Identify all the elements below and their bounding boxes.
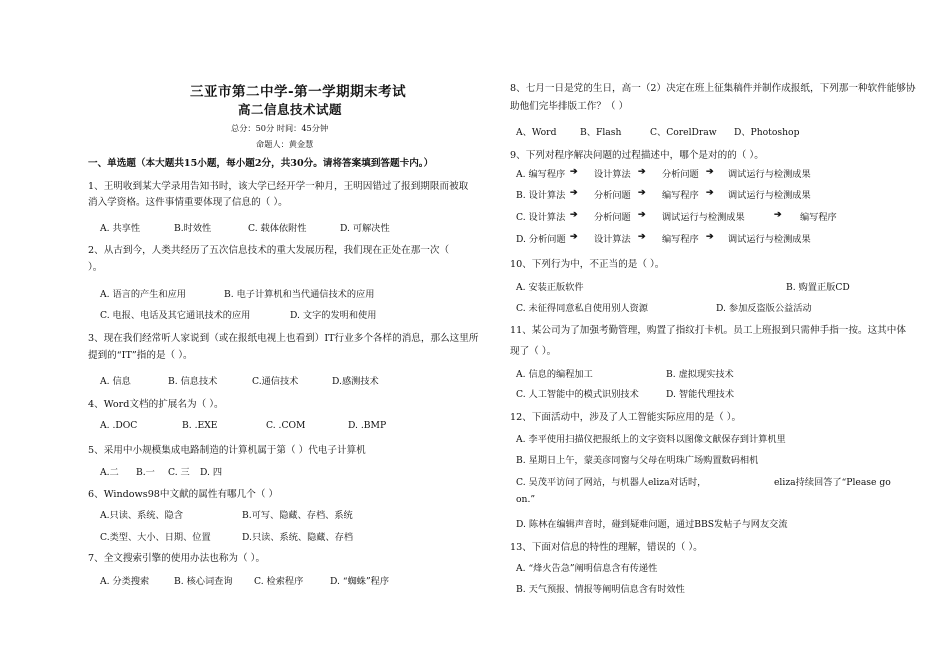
question-8-line-2: 助他们完毕排版工作？（ ） [510, 101, 629, 112]
q12-option-c-part-2: eliza持续回答了“Please go [774, 477, 891, 488]
q9-step: 分析问题 [594, 190, 631, 201]
question-11-line-2: 现了（ ）。 [510, 346, 557, 357]
q2-option-d: D. 文字的发明和使用 [290, 310, 377, 321]
q12-option-b: B. 星期日上午，蒙美彦同窗与父母在明珠广场购置数码相机 [516, 455, 759, 466]
q3-option-b: B. 信息技术 [168, 376, 218, 387]
q13-option-a: A. “烽火告急”阐明信息含有传递性 [516, 563, 658, 574]
question-3-line-1: 3、现在我们经常听人家说到（或在报纸电视上也看到）IT行业多个各样的消息，那么这里所 [88, 333, 479, 344]
q9-step: D. 分析问题 [516, 234, 566, 245]
q9-step: 编写程序 [662, 234, 699, 245]
q11-option-d: D. 智能代理技术 [666, 389, 735, 400]
exam-subtitle: 高二信息技术试题 [238, 102, 343, 117]
q5-option-a: A.二 [100, 467, 119, 478]
q12-option-c-part-3: on.” [516, 494, 536, 505]
question-8-line-1: 8、七月一日是党的生日，高一（2）决定在班上征集稿件并制作成报纸，下列那一种软件能够协 [510, 83, 916, 94]
q9-step: 调试运行与检测成果 [728, 169, 811, 180]
question-1-line-2: 消入学资格。这件事情重要体现了信息的（ ）。 [88, 197, 288, 208]
q9-step: A. 编写程序 [516, 169, 566, 180]
q7-option-b: B. 核心词查询 [174, 576, 233, 587]
question-12-line-1: 12、下面活动中，涉及了人工智能实际应用的是（ ）。 [510, 412, 742, 423]
section-heading: 一、单选题（本大题共15小题，每小题2分，共30分。请将答案填到答题卡内。） [88, 158, 434, 169]
q3-option-c: C.通信技术 [252, 376, 299, 387]
q9-step: 调试运行与检测成果 [728, 190, 811, 201]
arrow-icon: ➔ [638, 166, 646, 177]
q9-step: 调试运行与检测成果 [728, 234, 811, 245]
q6-option-b: B.可写、隐藏、存档、系统 [242, 510, 353, 521]
question-1-line-1: 1、王明收到某大学录用告知书时，该大学已经开学一种月，王明因错过了报到期限而被取 [88, 181, 469, 192]
q10-option-a: A. 安装正版软件 [516, 282, 584, 293]
q5-option-b: B.一 [136, 467, 155, 478]
q9-step: B. 设计算法 [516, 190, 566, 201]
q7-option-d: D. “蜘蛛”程序 [330, 576, 390, 587]
question-7-line-1: 7、全文搜索引擎的使用办法也称为（ ）。 [88, 553, 266, 564]
q8-option-b: B、Flash [580, 127, 622, 138]
q3-option-d: D.感测技术 [332, 376, 379, 387]
question-2-line-1: 2、从古到今，人类共经历了五次信息技术的重大发展历程，我们现在正处在那一次（ [88, 245, 450, 256]
arrow-icon: ➔ [570, 231, 578, 242]
exam-author: 命题人：黄金慧 [256, 139, 314, 149]
q6-option-c: C.类型、大小、日期、位置 [100, 532, 211, 543]
q12-option-d: D. 陈林在编辑声音时，碰到疑难问题，通过BBS发帖子与网友交流 [516, 519, 788, 530]
exam-title: 三亚市第二中学-第一学期期末考试 [190, 84, 407, 100]
q2-option-a: A. 语言的产生和应用 [100, 289, 186, 300]
question-5-line-1: 5、采用中小规模集成电路制造的计算机属于第（ ）代电子计算机 [88, 445, 366, 456]
q11-option-a: A. 信息的编程加工 [516, 369, 593, 380]
arrow-icon: ➔ [706, 166, 714, 177]
q9-step: C. 设计算法 [516, 212, 566, 223]
question-9-line-1: 9、下列对程序解决问题的过程描述中，哪个是对的的（ ）。 [510, 150, 764, 161]
question-3-line-2: 提到的“IT”指的是（ ）。 [88, 350, 193, 361]
q1-option-b: B.时效性 [174, 223, 212, 234]
q9-step: 调试运行与检测成果 [662, 212, 745, 223]
arrow-icon: ➔ [638, 187, 646, 198]
arrow-icon: ➔ [706, 187, 714, 198]
question-11-line-1: 11、某公司为了加强考勤管理，购置了指纹打卡机。员工上班报到只需伸手指一按。这其中体 [510, 325, 906, 336]
q9-step: 编写程序 [662, 190, 699, 201]
q4-option-c: C. .COM [266, 420, 306, 431]
q7-option-a: A. 分类搜索 [100, 576, 150, 587]
arrow-icon: ➔ [706, 231, 714, 242]
question-10-line-1: 10、下列行为中，不正当的是（ ）。 [510, 259, 665, 270]
question-4-line-1: 4、Word文档的扩展名为（ ）。 [88, 399, 224, 410]
exam-meta: 总分：50分 时间：45分钟 [231, 123, 329, 133]
q12-option-c-part-1: C. 吴茂平访问了网站，与机器人eliza对话时， [516, 477, 707, 488]
q4-option-d: D. .BMP [348, 420, 387, 431]
q8-option-d: D、Photoshop [734, 127, 800, 138]
q5-option-d: D. 四 [200, 467, 223, 478]
q8-option-a: A、Word [516, 127, 557, 138]
arrow-icon: ➔ [570, 209, 578, 220]
q1-option-c: C. 载体依附性 [248, 223, 307, 234]
q10-option-c: C. 未征得同意私自使用别人资源 [516, 303, 648, 314]
q2-option-c: C. 电报、电话及其它通讯技术的应用 [100, 310, 251, 321]
q11-option-c: C. 人工智能中的模式识别技术 [516, 389, 639, 400]
q12-option-a: A. 李平使用扫描仪把报纸上的文字资料以图像文献保存到计算机里 [516, 434, 786, 445]
q6-option-d: D.只读、系统、隐藏、存档 [242, 532, 354, 543]
q3-option-a: A. 信息 [100, 376, 131, 387]
arrow-icon: ➔ [638, 209, 646, 220]
q1-option-d: D. 可解决性 [340, 223, 390, 234]
question-6-line-1: 6、Windows98中文献的属性有哪几个（ ） [88, 489, 279, 500]
q10-option-b: B. 购置正版CD [786, 282, 850, 293]
q9-step: 设计算法 [594, 169, 631, 180]
q9-step: 设计算法 [594, 234, 631, 245]
question-13-line-1: 13、下面对信息的特性的理解，错误的（ ）。 [510, 542, 703, 553]
arrow-icon: ➔ [638, 231, 646, 242]
arrow-icon: ➔ [570, 166, 578, 177]
q9-step: 分析问题 [662, 169, 699, 180]
q1-option-a: A. 共享性 [100, 223, 141, 234]
q9-step: 编写程序 [800, 212, 837, 223]
q4-option-b: B. .EXE [182, 420, 218, 431]
q2-option-b: B. 电子计算机和当代通信技术的应用 [224, 289, 375, 300]
q8-option-c: C、CorelDraw [650, 127, 717, 138]
q13-option-b: B. 天气预报、情报等阐明信息含有时效性 [516, 584, 685, 595]
question-2-line-2: ）。 [88, 262, 103, 273]
arrow-icon: ➔ [774, 209, 782, 220]
q5-option-c: C. 三 [168, 467, 190, 478]
q7-option-c: C. 检索程序 [254, 576, 304, 587]
q9-step: 分析问题 [594, 212, 631, 223]
q4-option-a: A. .DOC [100, 420, 138, 431]
q11-option-b: B. 虚拟现实技术 [666, 369, 734, 380]
arrow-icon: ➔ [570, 187, 578, 198]
q6-option-a: A.只读、系统、隐含 [100, 510, 184, 521]
q10-option-d: D. 参加反盗版公益活动 [716, 303, 812, 314]
